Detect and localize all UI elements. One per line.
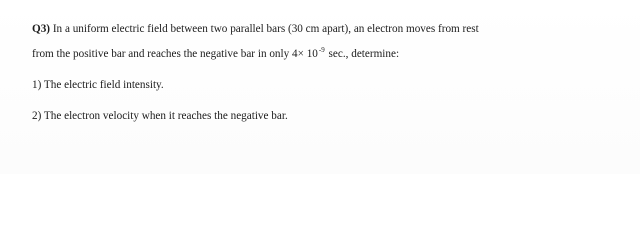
exponent: -9 bbox=[318, 46, 325, 54]
question-label: Q3) bbox=[32, 23, 51, 35]
part-1-text: 1) The electric field intensity. bbox=[32, 79, 164, 91]
question-text-line-2-end: sec., determine: bbox=[325, 48, 400, 60]
question-text-line-2: from the positive bar and reaches the negative bar in only 4× 10 bbox=[32, 48, 318, 60]
question-line-1 bbox=[32, 23, 479, 36]
part-2-text: 2) The electron velocity when it reaches the negative bar. bbox=[32, 110, 288, 122]
question-text-line-1: In a uniform electric field between two parallel bars (30 cm apart), an electron moves from rest bbox=[52, 23, 479, 35]
question-line-2 bbox=[32, 48, 399, 62]
part-1 bbox=[32, 79, 164, 92]
part-2 bbox=[32, 110, 288, 123]
